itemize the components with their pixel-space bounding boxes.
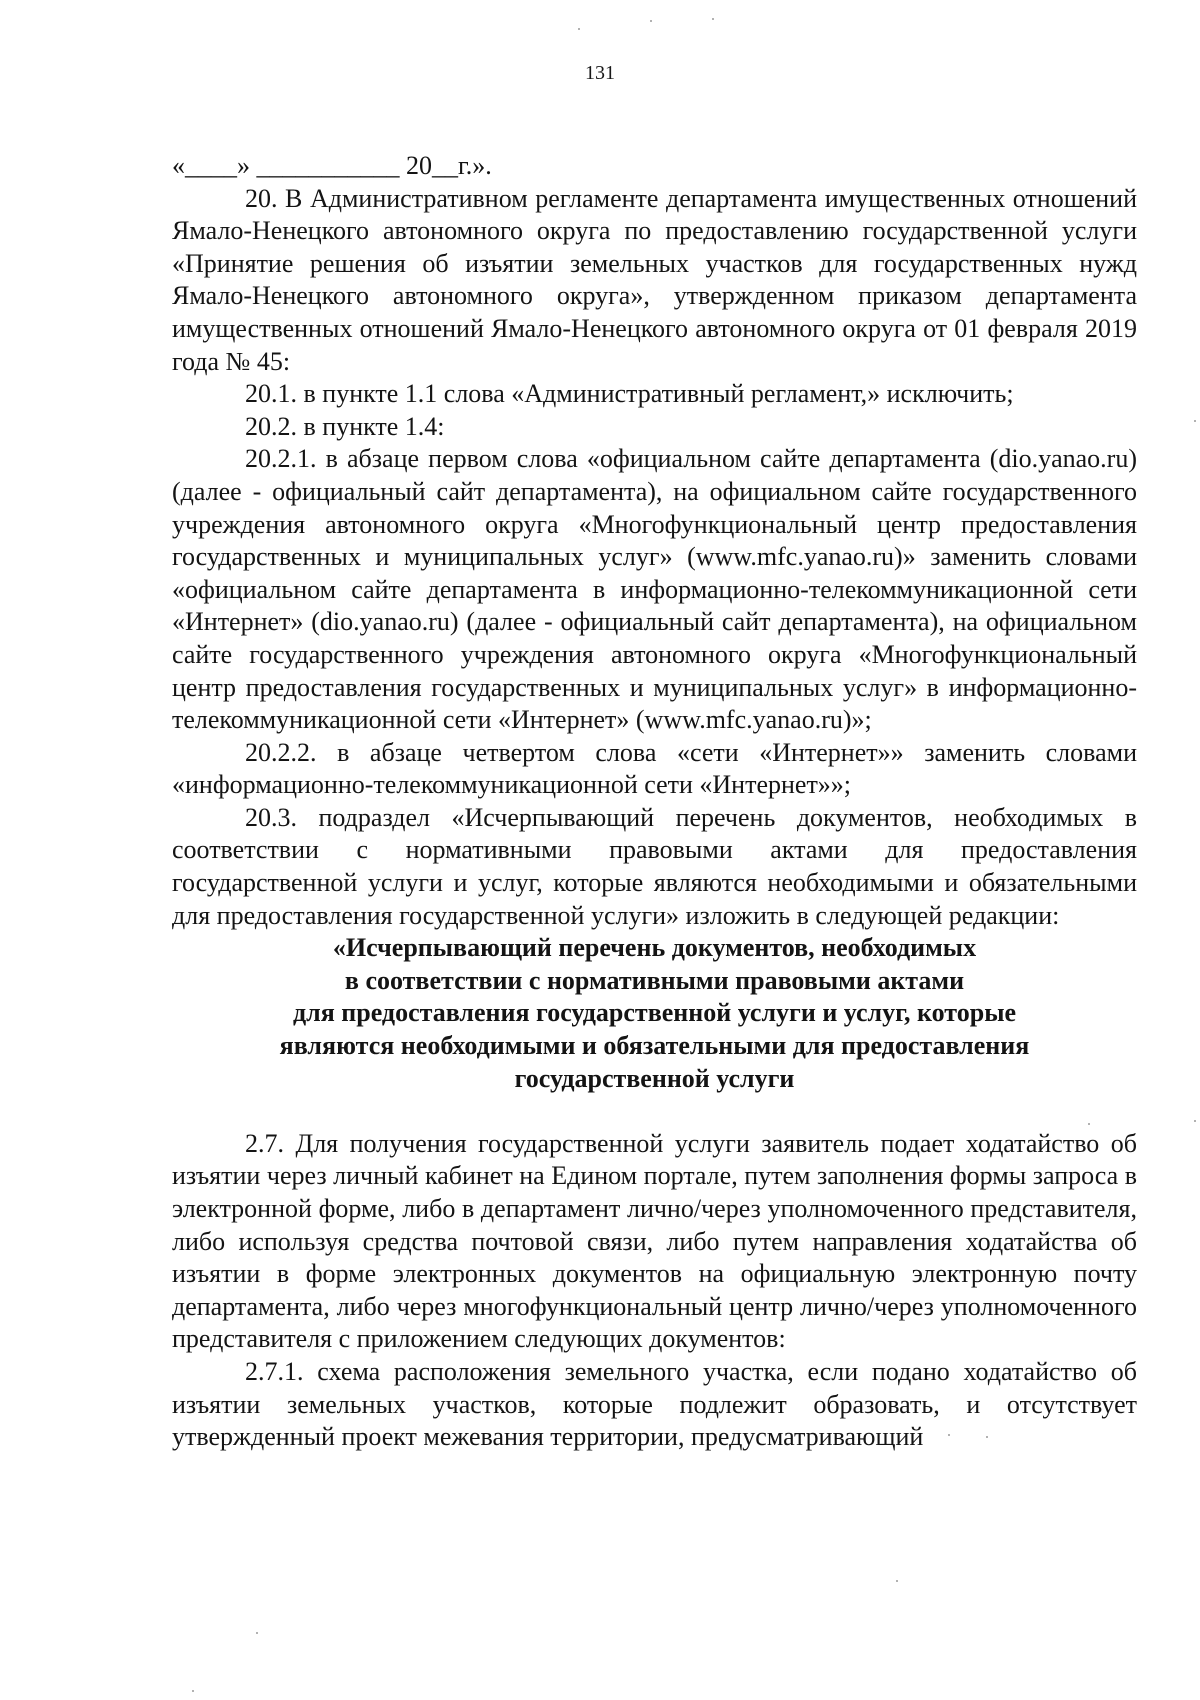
scan-speck (712, 18, 714, 20)
section-heading (172, 932, 1137, 1095)
paragraph-20-3: 20.3. подраздел «Исчерпывающий перечень документов, необходимых в соответствии с нормативными правовыми актами для предоставления государственной услуги и услуг, которые являются необходимыми и обязательными для предоставления государственной услуги» изложить в следующей редакции: (172, 802, 1137, 930)
heading-line: государственной услуги (514, 1063, 795, 1093)
spacer (172, 1095, 1137, 1128)
paragraph-20-2-1: 20.2.1. в абзаце первом слова «официальном сайте департамента (dio.yanao.ru) (далее - официальный сайт департамента), на официальном сайте государственного учреждения автономного округа «Многофункциональный центр предоставления государственных и муниципальных услуг» (www.mfc.yanao.ru)» заменить словами «официальном сайте департамента в информационно-телекоммуникационной сети «Интернет» (dio.yanao.ru) (далее - официальный сайт департамента), на официальном сайте государственного учреждения автономного округа «Многофункциональный центр предоставления государственных и муниципальных услуг» в информационно-телекоммуникационной сети «Интернет» (www.mfc.yanao.ru)»; (172, 444, 1137, 735)
scan-speck (578, 28, 580, 30)
scan-speck (1194, 420, 1196, 422)
page-number: 131 (585, 62, 615, 84)
scan-speck (650, 20, 652, 22)
heading-line: для предоставления государственной услуги и услуг, которые (292, 998, 1017, 1028)
scan-speck (896, 1580, 898, 1582)
paragraph-20-2: 20.2. в пункте 1.4: (245, 411, 445, 441)
paragraph-20-1: 20.1. в пункте 1.1 слова «Административный регламент,» исключить; (245, 379, 1014, 409)
heading-line: «Исчерпывающий перечень документов, необходимых (332, 933, 977, 963)
heading-line: в соответствии с нормативными правовыми актами (344, 965, 965, 995)
paragraph-20-2-2: 20.2.2. в абзаце четвертом слова «сети «Интернет»» заменить словами «информационно-телекоммуникационной сети «Интернет»»; (172, 737, 1137, 800)
paragraph-2-7: 2.7. Для получения государственной услуги заявитель подает ходатайство об изъятии через личный кабинет на Едином портале, путем заполнения формы запроса в электронной форме, либо в департамент лично/через уполномоченного представителя, либо используя средства почтовой связи, либо путем направления ходатайства об изъятии в форме электронных документов на официальную электронную почту департамента, либо через многофункциональный центр лично/через уполномоченного представителя с приложением следующих документов: (172, 1128, 1137, 1354)
scan-speck (256, 1632, 258, 1634)
heading-line: являются необходимыми и обязательными для предоставления (279, 1031, 1030, 1061)
scan-speck (192, 1690, 194, 1692)
scan-speck (1194, 1120, 1196, 1122)
paragraph-20: 20. В Административном регламенте департамента имущественных отношений Ямало-Ненецкого автономного округа по предоставлению государственной услуги «Принятие решения об изъятии земельных участков для государственных нужд Ямало-Ненецкого автономного округа», утвержденном приказом департамента имущественных отношений Ямало-Ненецкого автономного округа от 01 февраля 2019 года № 45: (172, 183, 1137, 376)
document-body (172, 150, 1137, 1454)
date-line: «____» ___________ 20__г.». (172, 151, 492, 180)
paragraph-2-7-1: 2.7.1. схема расположения земельного участка, если подано ходатайство об изъятии земельных участков, которые подлежит образовать, и отсутствует утвержденный проект межевания территории, предусматривающий (172, 1356, 1137, 1452)
